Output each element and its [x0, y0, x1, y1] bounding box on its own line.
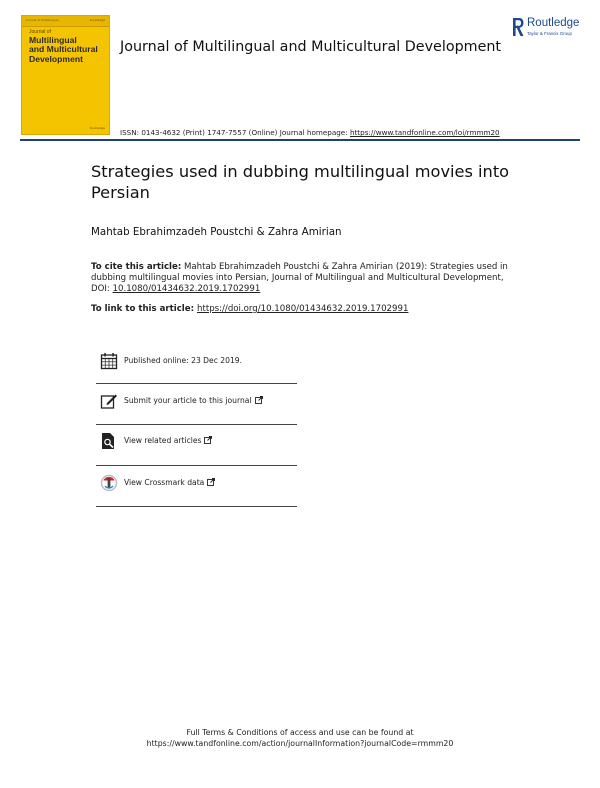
- related-articles-link[interactable]: [124, 436, 212, 445]
- cover-top-right-text: Routledge: [89, 18, 105, 22]
- footer-terms-text: Full Terms & Conditions of access and use can be found at: [186, 728, 414, 737]
- submit-article-item[interactable]: [100, 392, 300, 412]
- related-articles-label: View related articles: [124, 436, 202, 445]
- submit-article-icon: [100, 392, 118, 410]
- published-online-text: Published online: 23 Dec 2019.: [124, 356, 243, 365]
- cite-doi-link[interactable]: 10.1080/01434632.2019.1702991: [112, 284, 261, 295]
- citation-block: [91, 262, 511, 296]
- cover-title-line: Development: [29, 53, 83, 64]
- routledge-name: Routledge: [527, 17, 580, 29]
- published-online-item: [100, 352, 300, 372]
- link-label: To link to this article:: [91, 304, 198, 314]
- article-title: Strategies used in dubbing multilingual movies into Persian: [91, 162, 510, 202]
- cover-top-left-text: Journal of Multilingual: [26, 18, 59, 22]
- cover-header-band: [22, 16, 109, 27]
- issn-line: [120, 128, 500, 137]
- item-divider: [96, 506, 297, 507]
- article-doi-link[interactable]: https://doi.org/10.1080/01434632.2019.1702991: [197, 304, 409, 314]
- external-link-icon: [255, 396, 263, 404]
- routledge-logo: [511, 17, 586, 39]
- footer-terms-link[interactable]: https://www.tandfonline.com/action/journalInformation?journalCode=rmmm20: [146, 739, 454, 748]
- item-divider: [96, 465, 297, 466]
- footer: [0, 727, 600, 749]
- header-divider: [20, 139, 580, 141]
- crossmark-label: View Crossmark data: [124, 478, 205, 487]
- journal-homepage-link[interactable]: https://www.tandfonline.com/loi/rmmm20: [349, 128, 500, 137]
- cover-title-line: and Multicultural: [29, 44, 98, 55]
- journal-title: Journal of Multilingual and Multicultural Development: [120, 39, 502, 55]
- routledge-r-icon: [511, 17, 524, 37]
- external-link-icon: [207, 478, 215, 486]
- item-divider: [96, 424, 297, 425]
- related-articles-item[interactable]: [100, 432, 300, 452]
- cover-title: [29, 36, 98, 64]
- submit-article-label: Submit your article to this journal: [124, 396, 252, 405]
- cite-label: To cite this article:: [91, 262, 182, 272]
- crossmark-item[interactable]: [100, 474, 300, 494]
- external-link-icon: [204, 436, 212, 444]
- crossmark-icon: [100, 474, 118, 492]
- cite-text: Mahtab Ebrahimzadeh Poustchi & Zahra Amirian (2019): Strategies used in dubbing multilingual movies into Persian, Journal of Multilingual and Multicultural Development, DOI:: [91, 262, 508, 295]
- article-authors: Mahtab Ebrahimzadeh Poustchi & Zahra Amirian: [91, 226, 342, 238]
- issn-text: ISSN: 0143-4632 (Print) 1747-7557 (Online) Journal homepage:: [120, 128, 350, 137]
- cover-small-title: Journal of: [29, 29, 51, 35]
- cover-publisher: Routledge: [89, 126, 105, 130]
- related-articles-icon: [100, 432, 118, 450]
- article-link-line: [91, 304, 408, 314]
- calendar-icon: [100, 352, 118, 370]
- crossmark-link[interactable]: [124, 478, 215, 487]
- routledge-subtitle: Taylor & Francis Group: [527, 31, 572, 36]
- submit-article-link[interactable]: [124, 396, 263, 405]
- cover-title-line: Multilingual: [29, 35, 77, 45]
- journal-cover-thumbnail: [21, 15, 110, 135]
- item-divider: [96, 383, 297, 384]
